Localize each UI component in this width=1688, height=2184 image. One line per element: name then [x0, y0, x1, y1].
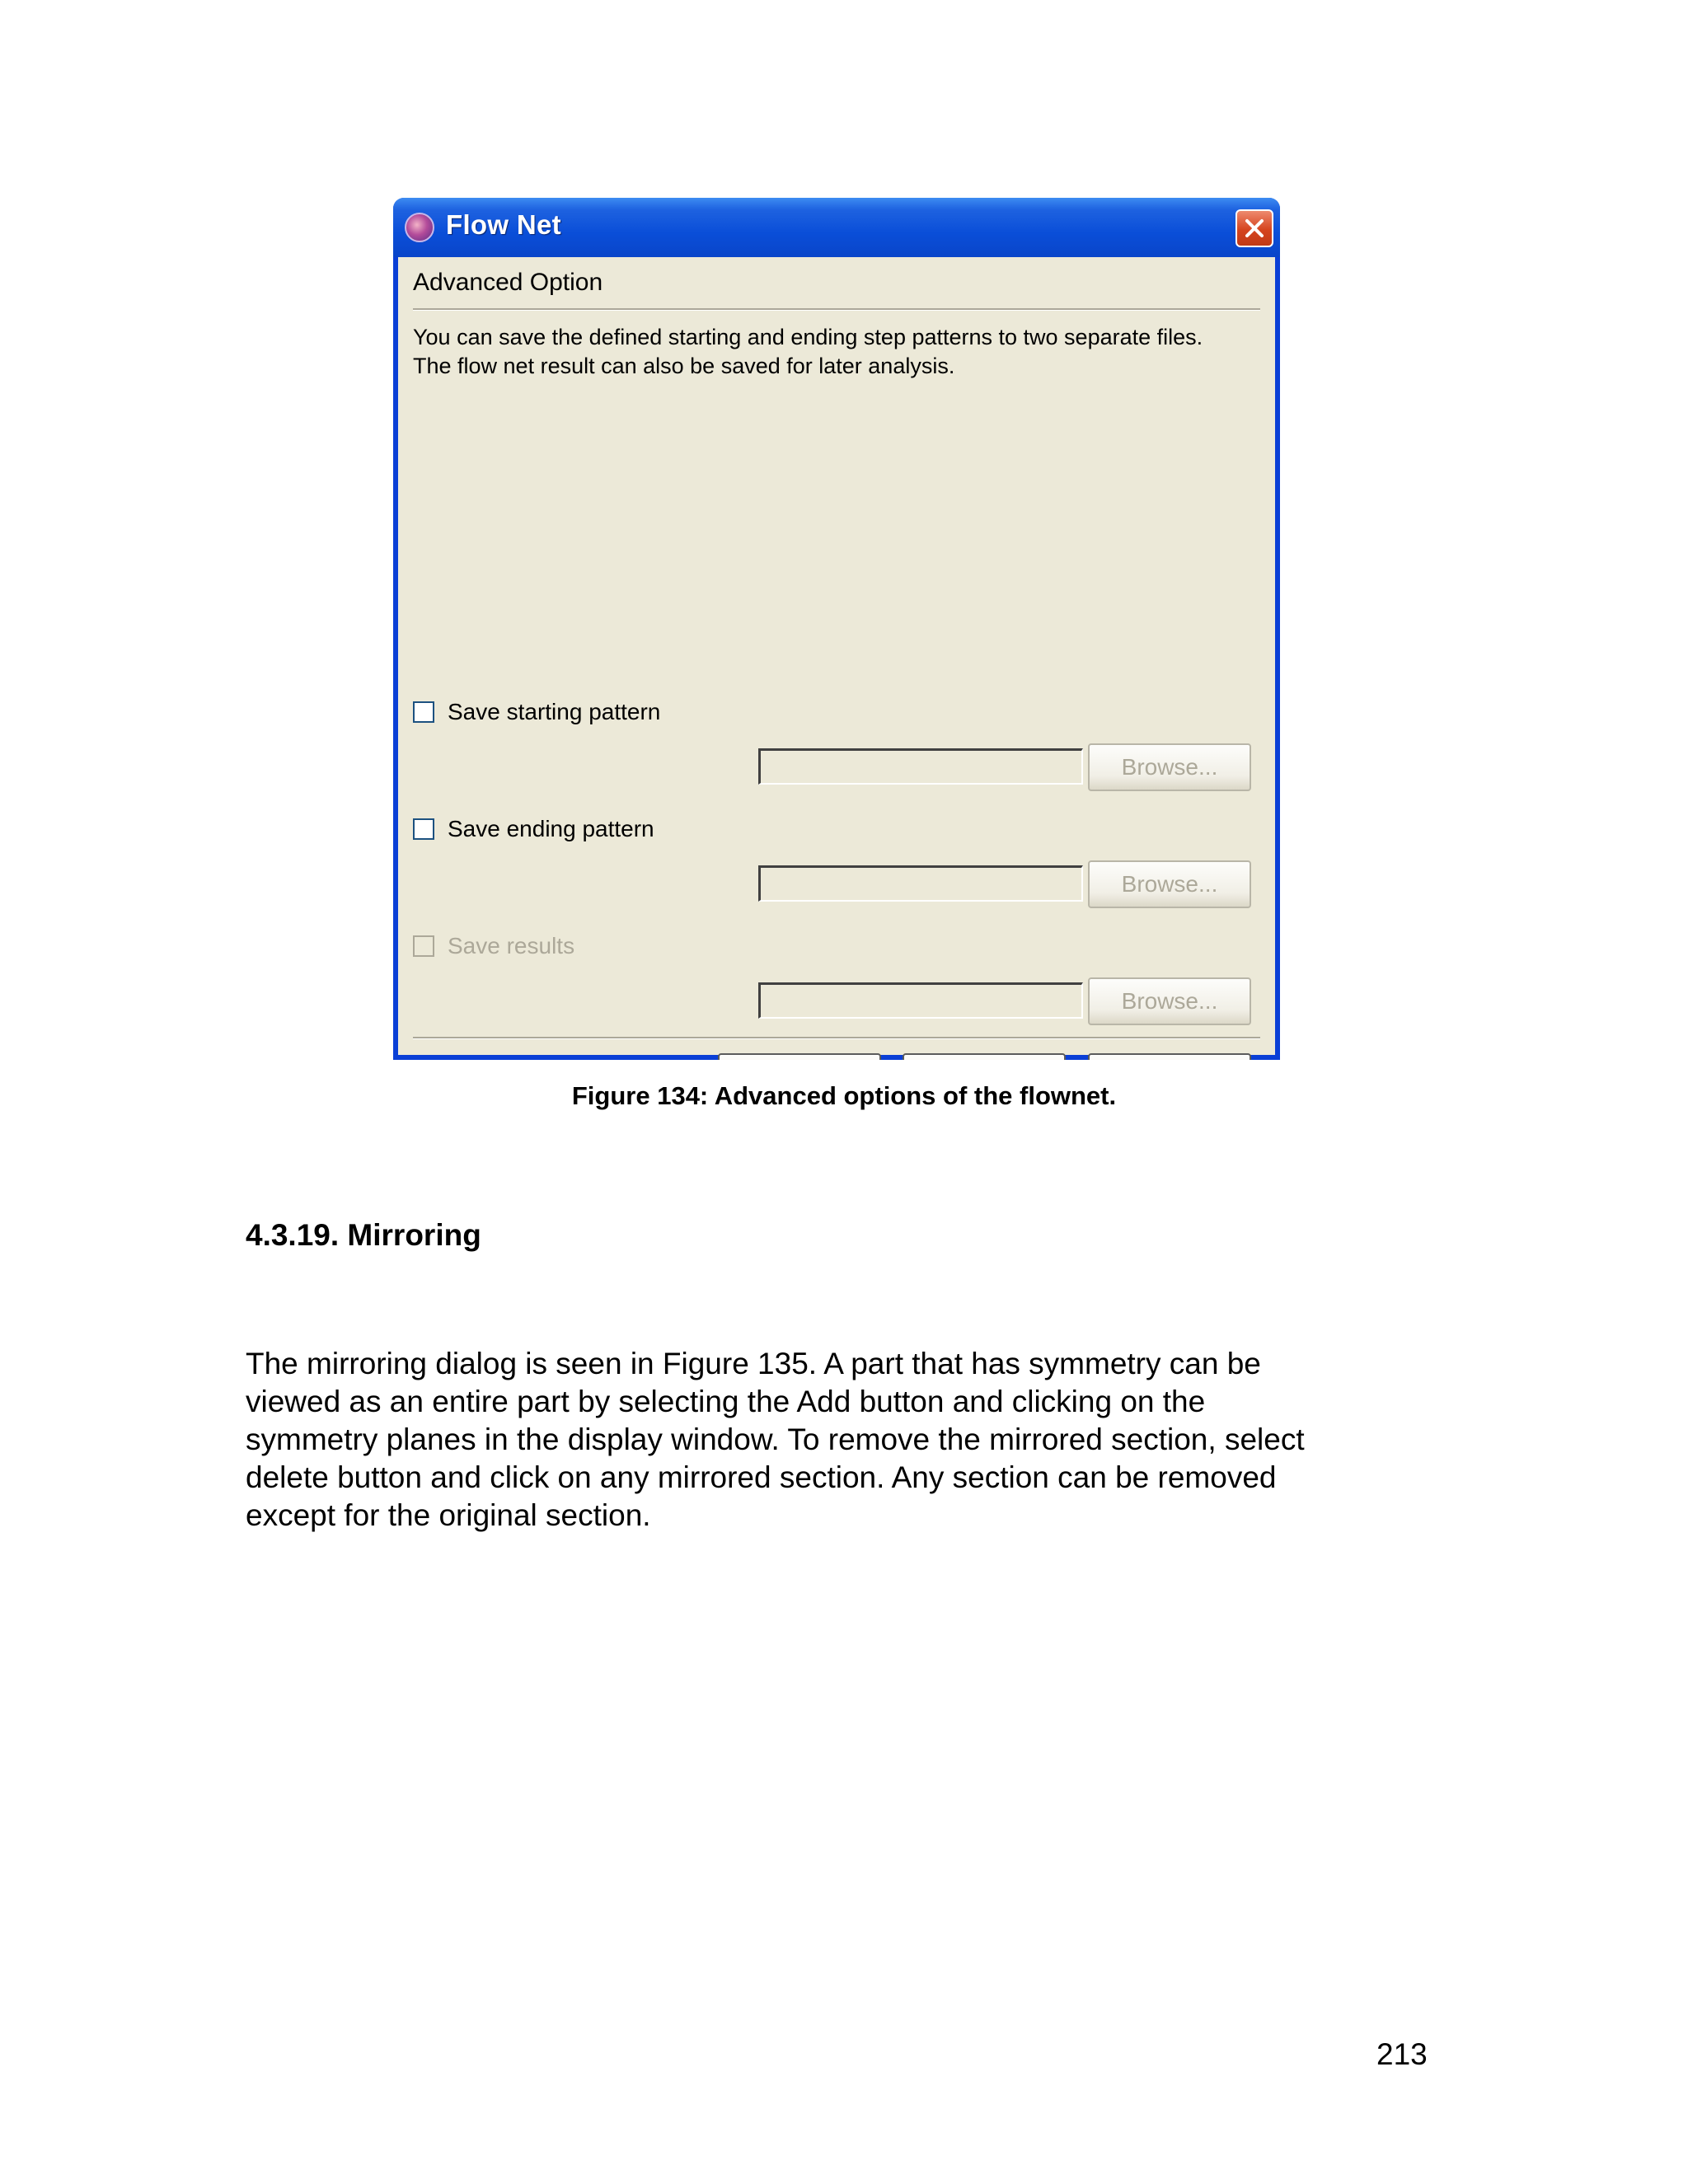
paragraph-line: except for the original section.: [246, 1498, 651, 1532]
results-path-field[interactable]: [758, 982, 1083, 1019]
finish-button[interactable]: [903, 1053, 1066, 1060]
checkbox-box[interactable]: [413, 818, 434, 840]
dialog-description: You can save the defined starting and ending step patterns to two separate files. The flow net result can also be saved for later analysis.: [413, 325, 1203, 378]
starting-pattern-path-field[interactable]: [758, 748, 1083, 785]
save-starting-pattern-label: Save starting pattern: [448, 699, 661, 724]
browse-ending-pattern-button[interactable]: Browse...: [1088, 860, 1251, 908]
title-bar[interactable]: [393, 198, 1280, 257]
paragraph-line: delete button and click on any mirrored section. Any section can be removed: [246, 1460, 1277, 1494]
browse-results-button[interactable]: Browse...: [1088, 977, 1251, 1025]
save-ending-pattern-checkbox[interactable]: [413, 816, 654, 842]
save-results-checkbox[interactable]: [413, 933, 574, 959]
flow-net-dialog: [393, 198, 1280, 1060]
save-ending-pattern-label: Save ending pattern: [448, 816, 654, 841]
save-starting-pattern-checkbox[interactable]: [413, 699, 660, 725]
section-label: Advanced Option: [413, 269, 603, 296]
ending-pattern-path-field[interactable]: [758, 865, 1083, 902]
browse-starting-pattern-button[interactable]: Browse...: [1088, 743, 1251, 791]
body-paragraph: [246, 1345, 1457, 1535]
dialog-title: Flow Net: [446, 209, 561, 240]
close-icon: [1244, 218, 1265, 239]
header-divider: [413, 308, 1260, 311]
paragraph-line: symmetry planes in the display window. To remove the mirrored section, select: [246, 1422, 1305, 1456]
checkbox-box[interactable]: [413, 935, 434, 957]
page-number: 213: [1376, 2037, 1428, 2071]
cancel-button[interactable]: [1088, 1053, 1251, 1060]
checkbox-box[interactable]: [413, 701, 434, 723]
back-button[interactable]: [718, 1053, 881, 1060]
paragraph-line: viewed as an entire part by selecting the Add button and clicking on the: [246, 1385, 1206, 1418]
footer-divider: [413, 1037, 1260, 1039]
flow-net-app-icon: [405, 213, 434, 242]
dialog-client-area: [398, 257, 1275, 1055]
section-heading: 4.3.19. Mirroring: [246, 1218, 481, 1252]
paragraph-line: The mirroring dialog is seen in Figure 135. A part that has symmetry can be: [246, 1347, 1261, 1380]
save-results-label: Save results: [448, 933, 575, 958]
figure-caption: Figure 134: Advanced options of the flownet.: [571, 1081, 1117, 1110]
close-button[interactable]: [1236, 209, 1273, 247]
